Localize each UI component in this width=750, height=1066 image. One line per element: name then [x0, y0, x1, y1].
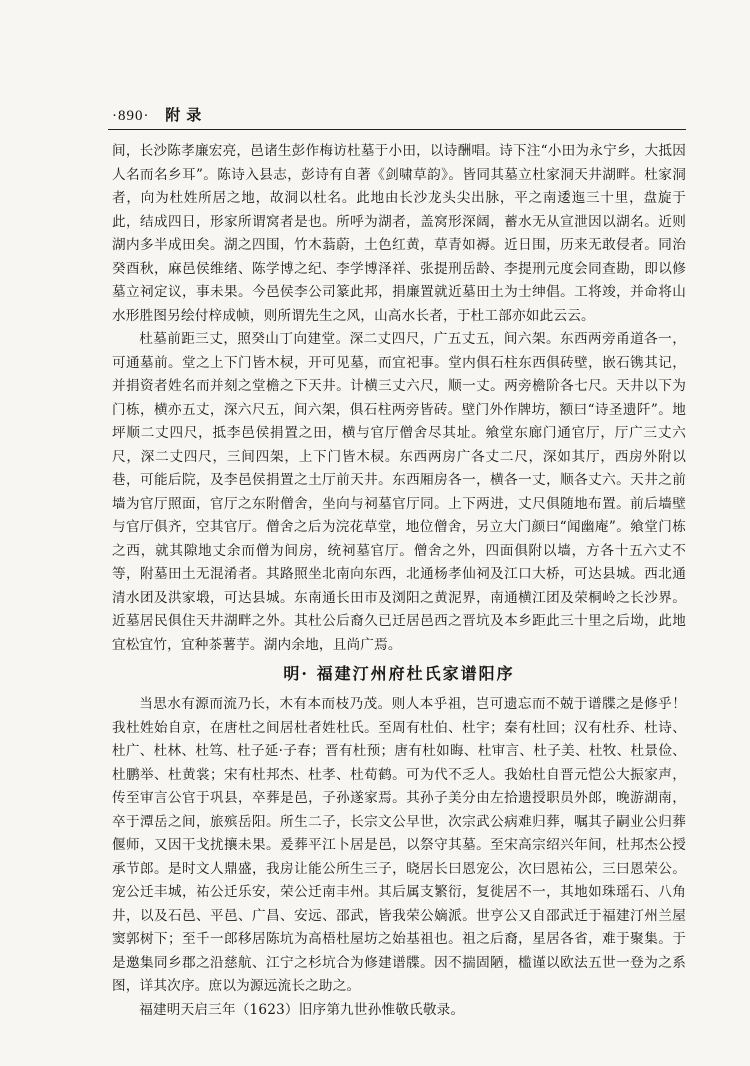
header-rule	[108, 129, 686, 130]
paragraph-signature: 福建明天启三年（1623）旧序第九世孙惟敬氏敬录。	[139, 1001, 465, 1018]
body-text	[112, 140, 686, 1022]
paragraph: 杜墓前距三丈，照癸山丁向建堂。深二丈四尺，广五丈五，间六架。东西两旁甬道各一，可通墓前。堂之上下门皆木棂，开可见墓，而宜祀事。堂内俱石柱东西俱砖壁，嵌石镌其记，并捐资者姓名而并刻之堂檐之下天井。计横三丈六尺，顺一丈。两旁檐阶各七尺。天井以下为门栋，横亦五丈，深六尺五，间六架，俱石柱两旁皆砖。壁门外作牌坊，额曰“诗圣遗阡”。地坪顺二丈四尺，抵李邑侯捐置之田，横与官厅僧舍尽其址。飨堂东廊门通官厅，厅广三丈六尺，深二丈四尺，三间四架，上下门皆木棂。东西两房广各丈二尺，深如其厅，西房外附以巷，可能后院，及李邑侯捐置之土厅前天井。东西厢房各一，横各一丈，顺各丈六。天井之前墙为官厅照面，官厅之东附僧舍，坐向与祠墓官厅同。上下两进，丈尺俱随地布置。前后墙壁与官厅俱齐，空其官厅。僧舍之后为浣花草堂，地位僧舍，另立大门颜曰“闻幽庵”。飨堂门栋之西，就其隙地丈余而僧为间房，统祠墓官厅。僧舍之外，四面俱附以墙，方各十五六丈不等，附墓田土无混淆者。其路照坐北南向东西，北通杨孝仙祠及江口大桥，可达县城。西北通清水团及洪家塅，可达县城。东南通长田市及浏阳之黄泥界，南通横江团及荣桐岭之长沙界。近墓居民俱住天井湖畔之外。其杜公后裔久已迁居邑西之晋坑及本乡距此三十里之后坳，此地宜松宜竹，宜种茶薯芋。湖内余地，且尚广焉。	[112, 331, 686, 653]
section-title: 明· 福建汀州府杜氏家谱阳序	[283, 664, 515, 683]
section-label: 附录	[165, 106, 208, 124]
paragraph-continued: 间，长沙陈孝廉宏亮，邑诸生彭作梅访杜墓于小田，以诗酬唱。诗下注“小田为永宁乡，大抵因人名而名乡耳”。陈诗入县志，彭诗有自著《剑啸草韵》。皆同其墓立杜家洞天井湖畔。杜家洞者，向为杜姓所居之地，故洞以杜名。此地由长沙龙头尖出脉，平之南逶迤三十里，盘旋于此，结成四日，形家所谓窝者是也。所呼为湖者，盖窝形深阔，蓄水无从宣泄因以湖名。近则湖内多半成田矣。湖之四围，竹木蓊蔚，土色红黄，草青如褥。近日围，历来无敢侵者。同治癸酉秋，麻邑侯维绪、陈学博之纪、李学博泽祥、张提刑岳龄、李提刑元度会同查勘，即以修墓立祠定议，事未果。今邑侯李公司篆此邦，捐廉置就近墓田土为士绅倡。工将竣，并命将山水形胜图另绘付梓成帧，则所谓先生之风，山高水长者，于杜工部亦如此云云。	[112, 143, 686, 324]
paragraph: 当思水有源而流乃长，木有本而枝乃茂。则人本乎祖，岂可遗忘而不兢于谱牒之是修乎！我杜姓始自京，在唐杜之间居杜者姓杜氏。至周有杜伯、杜宇；秦有杜回；汉有杜乔、杜诗、杜广、杜林、杜笃、杜子延·子春；晋有杜预；唐有杜如晦、杜审言、杜子美、杜牧、杜景俭、杜鹏举、杜黄裳；宋有杜邦杰、杜孝、杜荀鹤。可为代不乏人。我始杜自晋元恺公大振家声，传至审言公官于巩县，卒葬是邑，子孙遂家焉。其孙子美分由左拾遗授职员外郎，晚游湖南，卒于潭岳之间，旅殡岳阳。所生二子，长宗文公早世，次宗武公病难归葬，嘱其子嗣业公归葬偃师，又因干戈扰攘未果。爰葬平江卜居是邑，以祭守其墓。至宋高宗绍兴年间，杜邦杰公授承节郎。是时文人鼎盛，我房让能公所生三子，晓居长曰恩宠公，次曰恩祐公，三曰恩荣公。宠公迁丰城，祐公迁乐安，荣公迁南丰州。其后属支繁衍，复徙居不一，其地如珠瑶石、八角井，以及石邑、平邑、广昌、安远、邵武，皆我荣公嫡派。世亨公又自邵武迁于福建汀州兰屋窦郭树下；至千一郎移居陈坑为高梧杜屋坊之始基祖也。祖之后裔，星居各省，难于聚集。于是邀集同乡郡之沿慈航、江宁之杉坑合为修建谱牒。因不揣固陋，槛谨以欧法五世一登为之系图，详其次序。庶以为源远流长之助之。	[112, 696, 686, 994]
page-number: ·890·	[112, 108, 150, 124]
page-header	[112, 104, 207, 125]
